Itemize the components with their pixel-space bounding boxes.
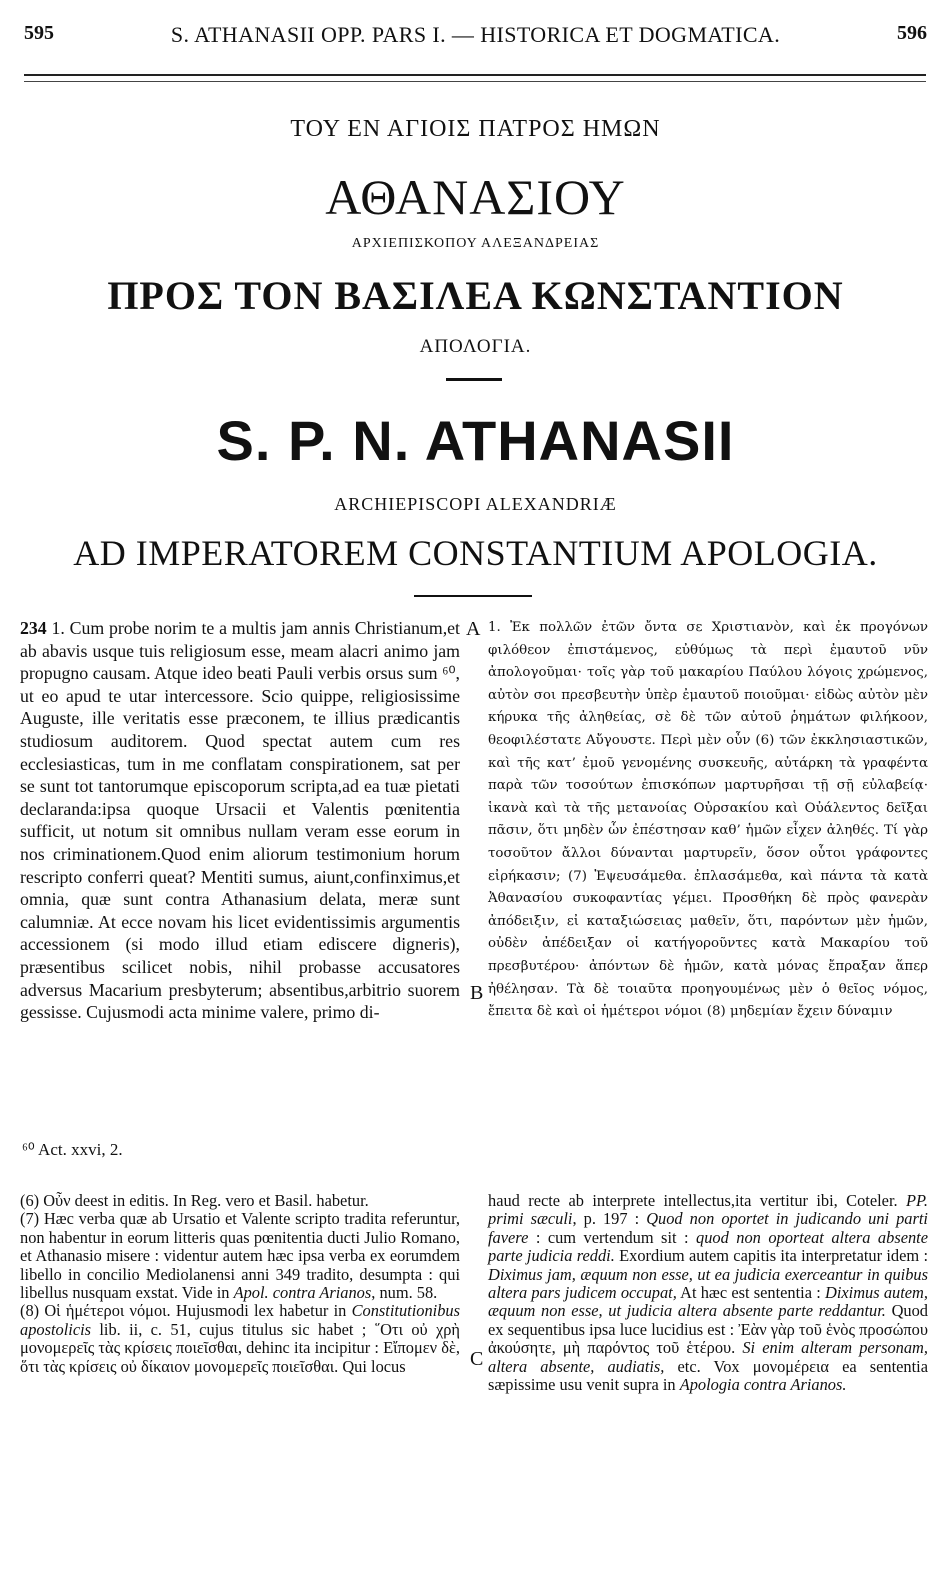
margin-letter-b: B [470,982,484,1004]
note-7-ref: Apol. contra Arianos [233,1283,372,1303]
note-right-p6: Quod ex sequentibus ipsa luce lucidius est : Ἐὰν γὰρ τοῦ ἑνὸς προσώπου ἀκούσητε, μὴ παρόντος τοῦ ἑτέρου. [488,1301,928,1358]
latin-column [20,617,460,1024]
greek-title-line-4: ΠΡΟΣ ΤΟΝ ΒΑΣΙΛΕΑ ΚΩΝΣΤΑΝΤΙΟΝ [107,273,844,318]
page-number-left: 595 [24,22,54,44]
body-divider [414,595,532,597]
note-right-p2-italic: Quod non oportet in judicando uni parti favere [488,1209,928,1247]
note-right-p4-italic: Diximus jam, æquum non esse, ut ea judicia exerceantur in quibus altera pars judicem occupat, [488,1264,928,1303]
title-divider [446,378,502,381]
note-right-p1-italic: PP. primi sæculi [488,1191,928,1229]
note-right-p2: , p. 197 : [572,1209,647,1229]
latin-title-line-3: AD IMPERATOREM CONSTANTIUM APOLOGIA. [73,533,878,573]
margin-letter-a: A [466,618,481,640]
note-right-p7-italic: Apologia contra Arianos. [679,1375,847,1395]
note-7-tail: , num. 58. [371,1283,438,1303]
note-8-tail: lib. ii, c. 51, cujus titulus sic habet ; ῞Οτι οὐ χρὴ μονομερεῖς τὰς κρίσεις ποιεῖσθαι, dehinc ita incipitur : Εἴπομεν δὲ, ὅτι τὰς κρίσεις οὐ δίκαιον μονομερεῖς ποιεῖσθαι. Qui locus [20,1319,460,1376]
latin-title-author: S. P. N. ATHANASII [216,409,735,472]
note-right-p5-italic: Diximus autem, æquum non esse, ut judicia altera absente parte reddantur. [488,1283,928,1321]
margin-letter-c: C [470,1348,484,1370]
note-7 [20,1210,460,1302]
note-7-text: (7) Hæc verba quæ ab Ursatio et Valente scripto tradita referuntur, non habentur in eorum litteris quas pœnitentia ducti Julio Romano, et Athanasio misere : videntur autem hæc ipsa verba ex eorumdem libello in concilio Mediolanensi anni 349 tradito, desumpta : qui libellus nusquam exstat. Vide in [20,1209,460,1303]
greek-column: 1. Ἐκ πολλῶν ἐτῶν ὄντα σε Χριστιανὸν, καὶ ἐκ προγόνων φιλόθεον ἐπιστάμενος, εὐθύμως τὰ περὶ ἐμαυτοῦ νῦν ἀπολογοῦμαι· τοῖς γὰρ τοῦ μακαρίου Παύλου λόγοις χρώμενος, αὐτὸν σοι πρεσβευτὴν ὑπὲρ ἐμαυτοῦ ποιοῦμαι· εἰδὼς αὐτὸν μὲν κήρυκα τῆς ἀληθείας, σὲ δὲ τῶν αὐτοῦ ῥημάτων φιλήκοον, θεοφιλέστατε Αὔγουστε. Περὶ μὲν οὖν (6) τῶν ἐκκλησιαστικῶν, καὶ τῆς κατ’ ἐμοῦ γενομένης συσκευῆς, αὐτάρκη τὰ γραφέντα παρὰ τῶν τοσούτων ἐπισκόπων μαρτυρῆσαι τῇ σῇ εὐλαβείᾳ· ἱκανὰ καὶ τὰ τῆς μετανοίας Οὐρσακίου καὶ Οὐάλεντος δεῖξαι πᾶσιν, ὅτι μηδὲν ὧν ἐπέστησαν καθ’ ἡμῶν εἶχεν ἀληθές. Τί γὰρ τοσοῦτον ἄλλοι δύνανται μαρτυρεῖν, ὅσον οὗτοι γράφοντες εἰρήκασιν; (7) Ἐψευσάμεθα. ἐπλασάμεθα, καὶ πάντα τὰ κατὰ Ἀθανασίου συκοφαντίας γέμει. Προσθήκη δὲ πρὸς φανερὰν ἀπόδειξιν, εἰ καταξιώσειας μαθεῖν, ὅτι, παρόντων μὲν ἡμῶν, οὐδὲν ἀπέδειξαν οἱ κατήγοροῦντες κατὰ Μακαρίου τοῦ πρεσβυτέρου· ἀπόντων δὲ ἡμῶν, κατὰ μόνας ἔπραξαν ἅπερ ἠθέλησαν. Τὰ δὲ τοιαῦτα προηγουμένως μὲν ὁ θεῖος νόμος, ἔπειτα δὲ καὶ οἱ ἡμέτεροι νόμοι (8) μηδεμίαν ἔχειν δύναμιν [488,620,928,1020]
note-8-ref: Constitutionibus apostolicis [20,1301,460,1339]
running-title: S. ATHANASII OPP. PARS I. — HISTORICA ET DOGMATICA. [170,22,781,47]
header-rule-thin [24,81,926,82]
note-right-p4: Exordium autem capitis ita interpretatur idem : [614,1246,928,1266]
latin-text: 1. Cum probe norim te a multis jam annis Christianum,et ab abavis usque tuis religiosum esse, meam alacri animo jam propugno causam. Atque ideo beati Pauli verbis orsus sum ⁶⁰, ut eo apud te utar intercessore. Scio quippe, religiosissime Auguste, ille veritatis esse præconem, te illius prædicantis studiosum auditorem. Quod spectat autem cum res ecclesiasticas, tum in me conflatam conspirationem, sat per se sunt tot tantorumque episcoporum scripta,ad ea tuæ pietati declaranda:ipsa quoque Ursacii et Valentis pœnitentia sufficit, ut notum sit omnibus nullam veram esse eorum in nos criminationem.Quod enim aliorum testimonium horum rescripto conferri queat? Mentiti sumus, aiunt,confinximus,et omnia, quæ sunt contra Athanasium delata, meræ sunt calumniæ. At ecce novam his licet evidentissimis argumentis accessionem (si modo illud etiam ediscere digneris), præsentibus scilicet nobis, nihil probasse accusatores adversus Macarium presbyterum; absentibus,arbitrio suorem gessisse. Cujusmodi acta minime valere, primo di- [20,618,460,1023]
greek-title-line-5: ΑΠΟΛΟΓΙΑ. [419,336,532,357]
note-right-p6-italic: Si enim alteram personam, altera absente, audiatis, [488,1338,928,1376]
notes-left-column [20,1192,460,1376]
greek-title-author: ΑΘΑΝΑΣΙΟΥ [325,169,626,225]
note-6: (6) Οὖν deest in editis. In Reg. vero et Basil. habetur. [20,1191,369,1210]
note-right-p3-italic: quod non oporteat altera absente parte judicia reddi. [488,1227,928,1266]
note-right-p7: etc. Vox μονομέρεια ea sententia sæpissime usu venit supra in [488,1356,928,1395]
greek-title-line-3: ΑΡΧΙΕΠΙΣΚΟΠΟΥ ΑΛΕΞΑΝΔΡΕΙΑΣ [351,236,600,251]
greek-title-line-1: ΤΟΥ ΕΝ ΑΓΙΟΙΣ ΠΑΤΡΟΣ ΗΜΩΝ [290,116,661,142]
note-8 [20,1302,460,1376]
section-number: 234 [20,618,47,638]
footnote-60: ⁶⁰ Act. xxvi, 2. [22,1140,123,1159]
latin-title-line-2: ARCHIEPISCOPI ALEXANDRIÆ [334,494,617,514]
note-8-text: (8) Οἱ ἡμέτεροι νόμοι. Hujusmodi lex habetur in [20,1301,352,1321]
notes-right-column [488,1192,928,1394]
running-head [0,22,951,52]
note-right-p5: At hæc est sententia : [676,1283,825,1303]
note-right-p1: haud recte ab interprete intellectus,ita vertitur ibi, Coteler. [488,1191,906,1210]
header-rule [24,74,926,76]
note-right-p3: : cum vertendum sit : [528,1227,697,1247]
page-number-right: 596 [897,22,927,44]
note-8-continued [488,1192,928,1394]
